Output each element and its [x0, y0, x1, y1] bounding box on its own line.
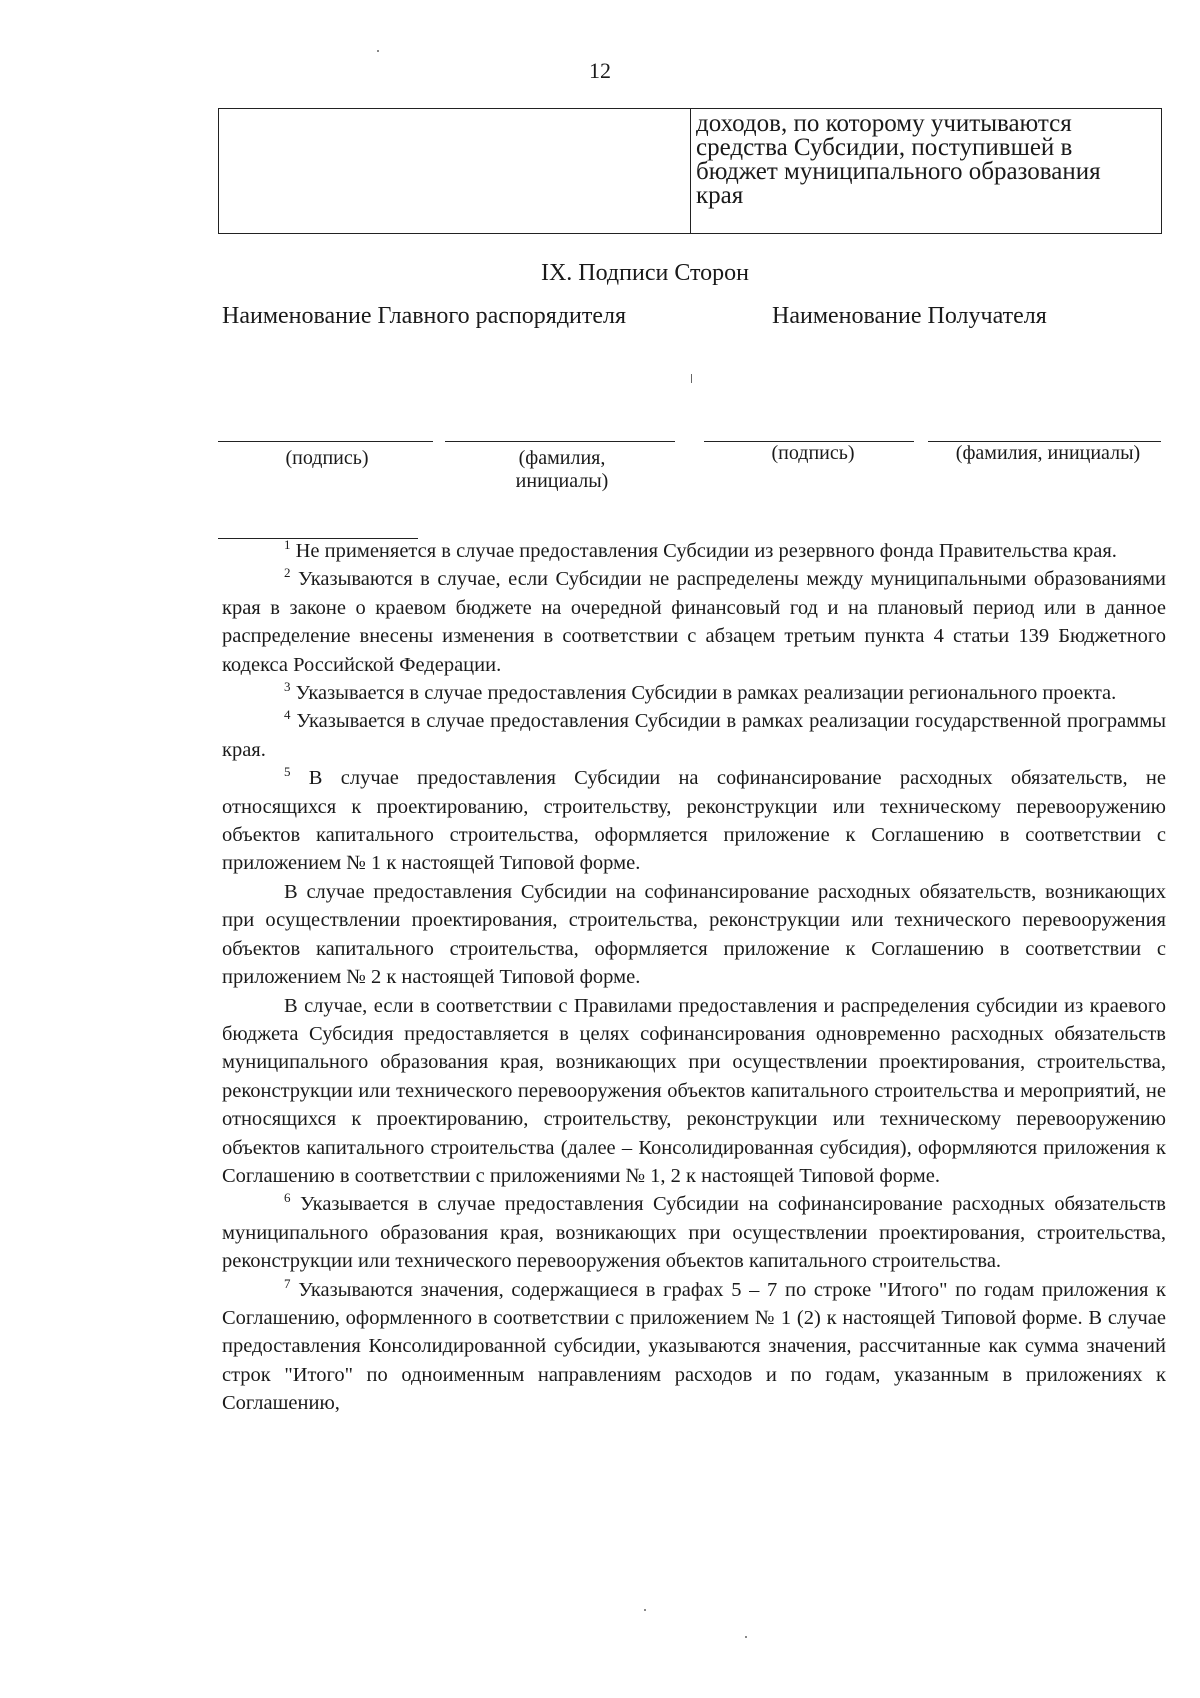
footnote [222, 1190, 1166, 1275]
recipient-name-label: Наименование Получателя [772, 303, 1047, 329]
name-line-1 [445, 441, 675, 442]
footnote-text: Указываются значения, содержащиеся в графах 5 – 7 по строке "Итого" по годам приложения к Соглашению, оформленного в соответствии с приложением № 1 (2) к настоящей Типовой форме. В случае предоставления Консолидированной субсидии, указываются значения, рассчитанные как сумма значений строк "Итого" по одноименным направлениям расходов и по годам, указанным в приложениях к Соглашению, [222, 1278, 1167, 1415]
scan-dust [745, 1636, 747, 1638]
footnote [222, 1276, 1166, 1418]
footnote-mark: 3 [284, 679, 291, 695]
name-caption-line: инициалы) [515, 470, 609, 492]
signature-caption-1: (подпись) [285, 447, 369, 469]
page-number: 12 [589, 58, 611, 83]
name-caption-2: (фамилия, инициалы) [955, 442, 1141, 464]
footnote [222, 565, 1166, 679]
footnote-text: Указываются в случае, если Субсидии не распределены между муниципальными образованиями края в законе о краевом бюджете на очередной финансовый год и на плановый период или в данное распределение внесены изменения в соответствии с абзацем третьим пункта 4 статьи 139 Бюджетного кодекса Российской Федерации. [222, 568, 1166, 676]
footnote-text: В случае предоставления Субсидии на софинансирование расходных обязательств, не относящихся к проектированию, строительству, реконструкции или техническому перевооружению объектов капитального строительства, оформляется приложение к Соглашению в соответствии с приложением № 1 к настоящей Типовой форме. [222, 767, 1166, 875]
footnote [222, 878, 1166, 992]
table-cell-line: доходов, по которому учитываются [696, 110, 1072, 137]
scan-dust [644, 1609, 646, 1611]
footnote-text: В случае, если в соответствии с Правилами предоставления и распределения субсидии из краевого бюджета Субсидия предоставляется в целях софинансирования одновременно расходных обязательств муниципального образования края, возникающих при осуществлении проектирования, строительства, реконструкции или технического перевооружения объектов капитального строительства и мероприятий, не относящихся к проектированию, строительству, реконструкции или техническому перевооружению объектов капитального строительства (далее – Консолидированная субсидия), оформляются приложения к Соглашению в соответствии с приложениями № 1, 2 к настоящей Типовой форме. [222, 994, 1166, 1187]
table-cell-empty [219, 109, 691, 233]
footnote-mark: 2 [284, 565, 291, 581]
footnote-mark: 5 [284, 764, 291, 780]
footnote-text: Указывается в случае предоставления Субсидии на софинансирование расходных обязательств муниципального образования края, возникающих при осуществлении проектирования, строительства, реконструкции или технического перевооружения объектов капитального строительства. [222, 1193, 1166, 1273]
footnote [222, 764, 1166, 878]
table-cell-text [691, 109, 1161, 233]
footnote [222, 992, 1166, 1191]
footnote-mark: 7 [284, 1275, 291, 1291]
table-cell-line: края [696, 182, 744, 209]
footnote [222, 537, 1166, 565]
footnote-mark: 4 [284, 707, 291, 723]
table-cell-line: бюджет муниципального образования [696, 158, 1101, 185]
scan-dust [377, 50, 379, 52]
footnote-text: Указывается в случае предоставления Субсидии в рамках реализации регионального проекта. [295, 682, 1117, 705]
footnote-text: Не применяется в случае предоставления Субсидии из резервного фонда Правительства края. [295, 540, 1117, 562]
footnote-mark: 1 [284, 537, 291, 553]
footnotes [222, 537, 1166, 1418]
footnote-mark: 6 [284, 1190, 291, 1206]
signature-caption-2: (подпись) [771, 442, 855, 464]
table-cell-line: средства Субсидии, поступившей в [696, 134, 1073, 161]
footnote-text: Указывается в случае предоставления Субсидии в рамках реализации государственной программы края. [222, 710, 1167, 761]
section-title: IX. Подписи Сторон [540, 260, 750, 286]
grantor-name-label: Наименование Главного распорядителя [222, 303, 627, 329]
continuation-table [218, 108, 1162, 234]
scan-mark [691, 374, 692, 383]
footnote [222, 679, 1166, 707]
footnote-text: В случае предоставления Субсидии на софинансирование расходных обязательств, возникающих при осуществлении проектирования, строительства, реконструкции или технического перевооружения объектов капитального строительства, оформляется приложение к Соглашению в соответствии с приложением № 2 к настоящей Типовой форме. [222, 880, 1166, 989]
name-caption-1 [492, 447, 632, 493]
signature-line-1 [218, 441, 433, 442]
name-caption-line: (фамилия, [518, 447, 606, 469]
footnote [222, 707, 1166, 764]
